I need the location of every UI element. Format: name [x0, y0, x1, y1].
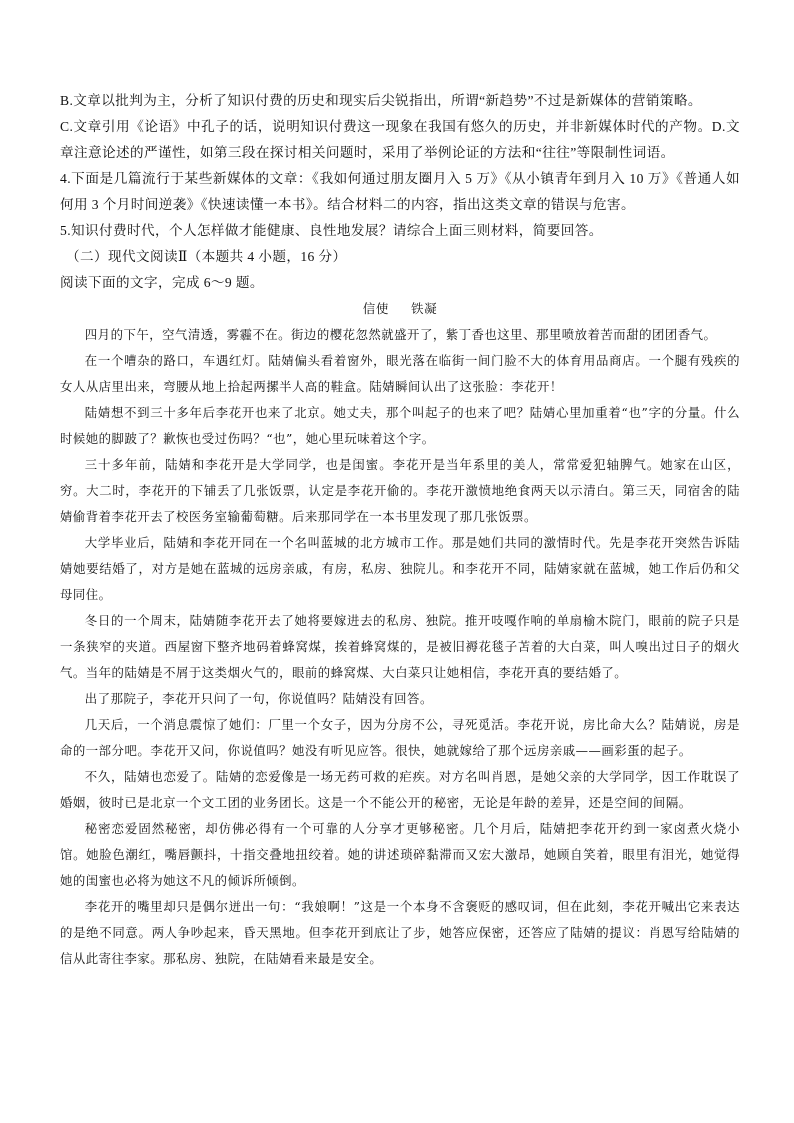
story-body: [60, 322, 740, 972]
question-5: 5.知识付费时代，个人怎样做才能健康、良性地发展？请综合上面三则材料，简要回答。: [60, 223, 603, 238]
story-paragraph: 李花开的嘴里却只是偶尔迸出一句：“我娘啊！”这是一个本身不含褒贬的感叹词，但在此刻，李花开喊出它来表达的是绝不同意。两人争吵起来，昏天黑地。但李花开到底让了步，她答应保密，还答应了陆婧的提议：肖恩写给陆婧的信从此寄往李家。那私房、独院，在陆婧看来最是安全。: [60, 899, 740, 966]
document-page: [60, 88, 740, 972]
story-paragraph: 冬日的一个周末，陆婧随李花开去了她将要嫁进去的私房、独院。推开吱嘎作响的单扇榆木院门，眼前的院子只是一条狭窄的夹道。西屋窗下整齐地码着蜂窝煤，挨着蜂窝煤的，是被旧褥花毯子苫着的大白菜，叫人嗅出过日子的烟火气。当年的陆婧是不屑于这类烟火气的，眼前的蜂窝煤、大白菜只让她相信，李花开真的要结婚了。: [60, 613, 740, 680]
story-paragraph: 出了那院子，李花开只问了一句，你说值吗？陆婧没有回答。: [84, 691, 433, 706]
story-paragraph: 不久，陆婧也恋爱了。陆婧的恋爱像是一场无药可救的疟疾。对方名叫肖恩，是她父亲的大学同学，因工作耽误了婚姻，彼时已是北京一个文工团的业务团长。这是一个不能公开的秘密，无论是年龄的差异，还是空间的间隔。: [60, 769, 740, 810]
option-b: B.文章以批判为主，分析了知识付费的历史和现实后尖锐指出，所谓“新趋势”不过是新媒体的营销策略。: [60, 93, 702, 108]
story-paragraph: 陆婧想不到三十多年后李花开也来了北京。她丈夫，那个叫起子的也来了吧？陆婧心里加重着“也”字的分量。什么时候她的脚跛了？歉恢也受过伤吗？“也”，她心里玩味着这个字。: [60, 405, 740, 446]
story-paragraph: 大学毕业后，陆婧和李花开同在一个名叫蓝城的北方城市工作。那是她们共同的激情时代。先是李花开突然告诉陆婧她要结婚了，对方是她在蓝城的远房亲戚，有房，私房、独院儿。和李花开不同，陆婧家就在蓝城，她工作后仍和父母同住。: [60, 535, 740, 602]
story-author: 铁凝: [411, 301, 438, 316]
story-paragraph: 四月的下午，空气清透，雾霾不在。街边的樱花忽然就盛开了，紫丁香也这里、那里喷放着苦而甜的团团香气。: [84, 327, 717, 342]
reading-instruction: 阅读下面的文字，完成 6～9 题。: [60, 275, 264, 290]
story-paragraph: 在一个嘈杂的路口，车遇红灯。陆婧偏头看着窗外，眼光落在临街一间门脸不大的体育用品商店。一个腿有残疾的女人从店里出来，弯腰从地上拾起两摞半人高的鞋盒。陆婧瞬间认出了这张脸：李花开！: [60, 353, 740, 394]
story-paragraph: 三十多年前，陆婧和李花开是大学同学，也是闺蜜。李花开是当年系里的美人，常常爱犯轴脾气。她家在山区，穷。大二时，李花开的下铺丢了几张饭票，认定是李花开偷的。李花开激愤地绝食两天以示清白。第三天，同宿舍的陆婧偷背着李花开去了校医务室输葡萄糖。后来那同学在一本书里发现了那几张饭票。: [60, 457, 740, 524]
section-heading: （二）现代文阅读Ⅱ（本题共 4 小题，16 分）: [66, 249, 347, 264]
story-title-line: [60, 296, 740, 322]
story-title: 信使: [362, 301, 389, 316]
story-paragraph: 几天后，一个消息震惊了她们：厂里一个女子，因为分房不公，寻死觅活。李花开说，房比命大么？陆婧说，房是命的一部分吧。李花开又问，你说值吗？她没有听见应答。很快，她就嫁给了那个远房亲戚——画彩蛋的起子。: [60, 717, 740, 758]
story-paragraph: 秘密恋爱固然秘密，却仿佛必得有一个可靠的人分享才更够秘密。几个月后，陆婧把李花开约到一家卤煮火烧小馆。她脸色潮红，嘴唇颤抖，十指交叠地扭绞着。她的讲述琐碎黏滞而又宏大激昂，她顾自笑着，眼里有泪光，她觉得她的闺蜜也必将为她这不凡的倾诉所倾倒。: [60, 821, 740, 888]
option-c-d: C.文章引用《论语》中孔子的话，说明知识付费这一现象在我国有悠久的历史，并非新媒体时代的产物。D.文章注意论述的严谨性，如第三段在探讨相关问题时，采用了举例论证的方法和“往往”等限制性词语。: [60, 119, 740, 160]
question-4: 4.下面是几篇流行于某些新媒体的文章：《我如何通过朋友圈月入 5 万》《从小镇青年到月入 10 万》《普通人如何用 3 个月时间逆袭》《快速读懂一本书》。结合材料二的内容，指出这类文章的错误与危害。: [60, 171, 740, 212]
